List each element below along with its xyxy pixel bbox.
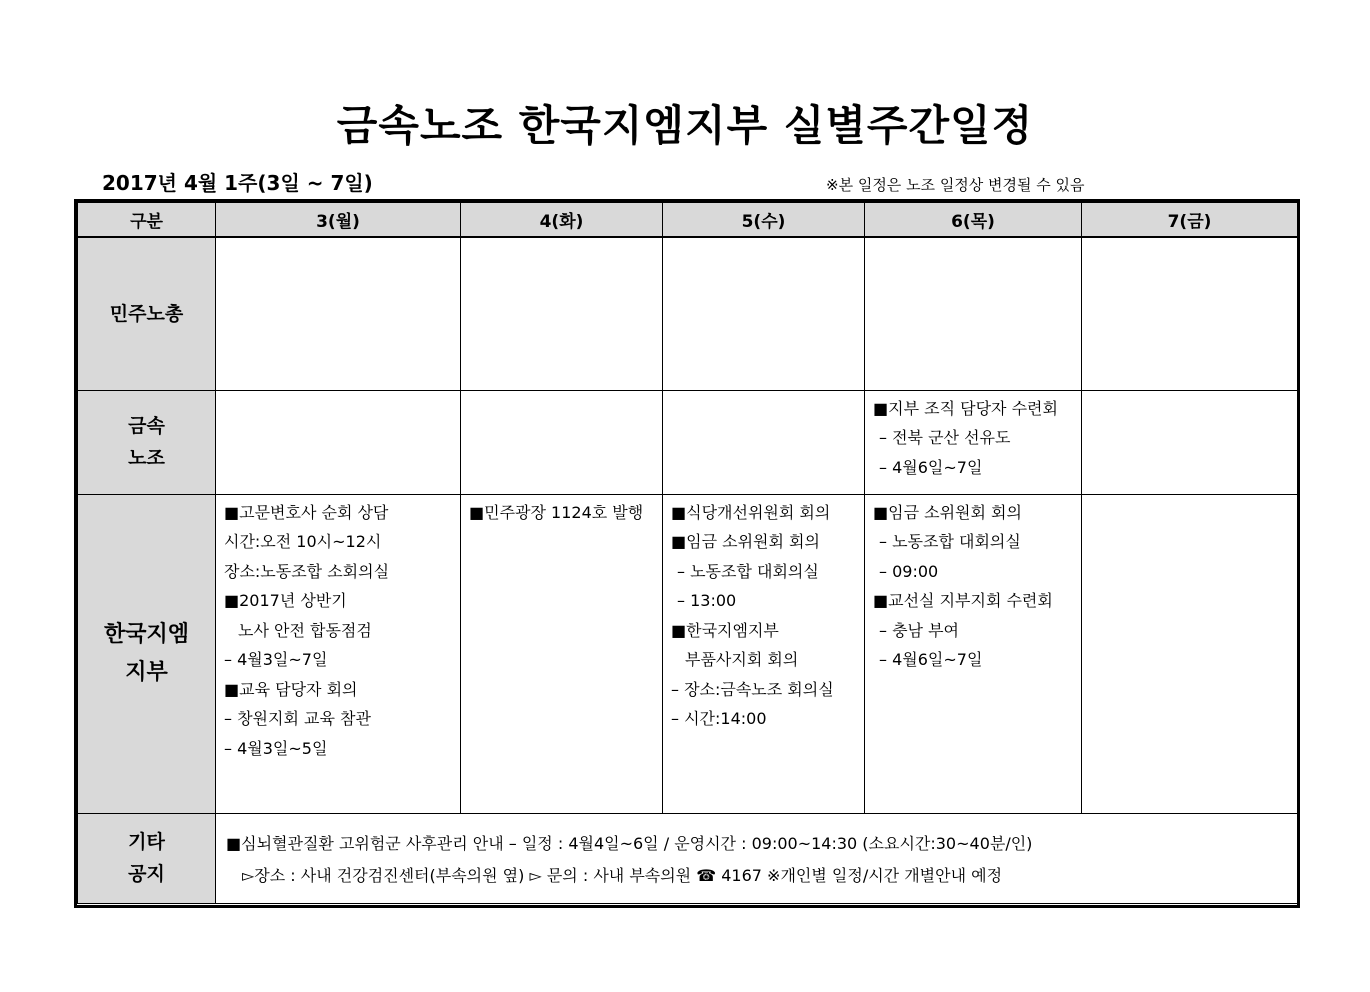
schedule-detail: – 시간:14:00 <box>671 709 767 728</box>
schedule-cell <box>865 390 1082 494</box>
schedule-detail: – 4월3일~5일 <box>224 738 328 758</box>
schedule-cell <box>1082 390 1298 494</box>
row-label-minju <box>78 237 216 390</box>
row-label-hanguk <box>78 494 216 813</box>
page-title: 금속노조 한국지엠지부 실별주간일정 <box>336 101 1034 150</box>
schedule-cell <box>216 237 461 390</box>
header-day: 3(월) <box>216 203 461 238</box>
header-day: 5(수) <box>663 203 865 238</box>
schedule-item: ■임금 소위원회 회의 <box>873 502 1022 522</box>
week-range: 2017년 4월 1주(3일 ~ 7일) <box>102 171 373 195</box>
schedule-item: ■한국지엠지부 <box>671 620 779 640</box>
schedule-cell <box>461 390 663 494</box>
schedule-detail: – 전북 군산 선유도 <box>879 428 1011 447</box>
schedule-detail: 부품사지회 회의 <box>685 650 799 669</box>
schedule-cell <box>461 494 663 813</box>
schedule-detail: 장소:노동조합 소회의실 <box>224 561 390 581</box>
schedule-item: ■지부 조직 담당자 수련회 <box>873 398 1058 418</box>
header-day: 7(금) <box>1082 203 1298 238</box>
row-label-text: 한국지엠 <box>103 621 189 647</box>
schedule-detail: 시간:오전 10시~12시 <box>224 532 382 551</box>
schedule-detail: 노사 안전 합동점검 <box>238 620 372 640</box>
row-gita <box>78 813 1298 903</box>
schedule-item: ■교선실 지부지회 수련회 <box>873 591 1053 610</box>
schedule-cell <box>1082 494 1298 813</box>
notice-line: ■심뇌혈관질환 고위험군 사후관리 안내 – 일정 : 4월4일~6일 / 운영시간 : 09:00~14:30 (소요시간:30~40분/인) <box>226 833 1033 853</box>
notice-line: ▻장소 : 사내 건강검진센터(부속의원 옆) ▻ 문의 : 사내 부속의원 ☎ 4167 ※개인별 일정/시간 개별안내 예정 <box>242 865 1003 885</box>
schedule-detail: – 4월6일~7일 <box>879 650 983 669</box>
schedule-detail: – 장소:금속노조 회의실 <box>671 679 834 699</box>
schedule-cell <box>663 390 865 494</box>
row-label-text: 지부 <box>125 659 168 685</box>
header-day: 6(목) <box>865 203 1082 238</box>
row-minju <box>78 237 1298 390</box>
schedule-cell <box>216 390 461 494</box>
schedule-item: ■식당개선위원회 회의 <box>671 502 831 522</box>
row-label-gita <box>78 813 216 903</box>
schedule-cell <box>865 494 1082 813</box>
schedule-change-notice: ※본 일정은 노조 일정상 변경될 수 있음 <box>826 176 1085 194</box>
notice-cell <box>216 813 1298 903</box>
schedule-cell <box>663 237 865 390</box>
schedule-item: ■임금 소위원회 회의 <box>671 532 820 551</box>
schedule-detail: – 4월6일~7일 <box>879 457 983 477</box>
schedule-cell <box>865 237 1082 390</box>
schedule-cell <box>461 237 663 390</box>
header-category: 구분 <box>78 203 216 238</box>
row-label-text: 민주노총 <box>109 302 184 325</box>
row-label-text: 기타 <box>128 831 165 853</box>
schedule-detail: – 노동조합 대회의실 <box>879 532 1021 551</box>
schedule-detail: – 13:00 <box>677 591 737 610</box>
schedule-item: ■교육 담당자 회의 <box>224 679 358 699</box>
row-label-text: 금속 <box>128 415 165 437</box>
header-row <box>78 203 1298 238</box>
schedule-detail: – 창원지회 교육 참관 <box>224 709 371 728</box>
row-label-text: 공지 <box>128 863 165 885</box>
schedule-cell <box>663 494 865 813</box>
schedule-cell <box>1082 237 1298 390</box>
row-geumsok <box>78 390 1298 494</box>
schedule-item: ■2017년 상반기 <box>224 591 347 610</box>
schedule-item: ■고문변호사 순회 상담 <box>224 502 389 522</box>
schedule-detail: – 충남 부여 <box>879 620 959 640</box>
row-label-geumsok <box>78 390 216 494</box>
row-label-text: 노조 <box>128 447 165 469</box>
schedule-item: ■민주광장 1124호 발행 <box>469 502 644 522</box>
schedule-cell <box>216 494 461 813</box>
weekly-schedule-table <box>77 202 1298 904</box>
schedule-detail: – 09:00 <box>879 561 939 581</box>
row-hanguk <box>78 494 1298 813</box>
schedule-detail: – 노동조합 대회의실 <box>677 561 819 581</box>
schedule-detail: – 4월3일~7일 <box>224 650 328 669</box>
header-day: 4(화) <box>461 203 663 238</box>
